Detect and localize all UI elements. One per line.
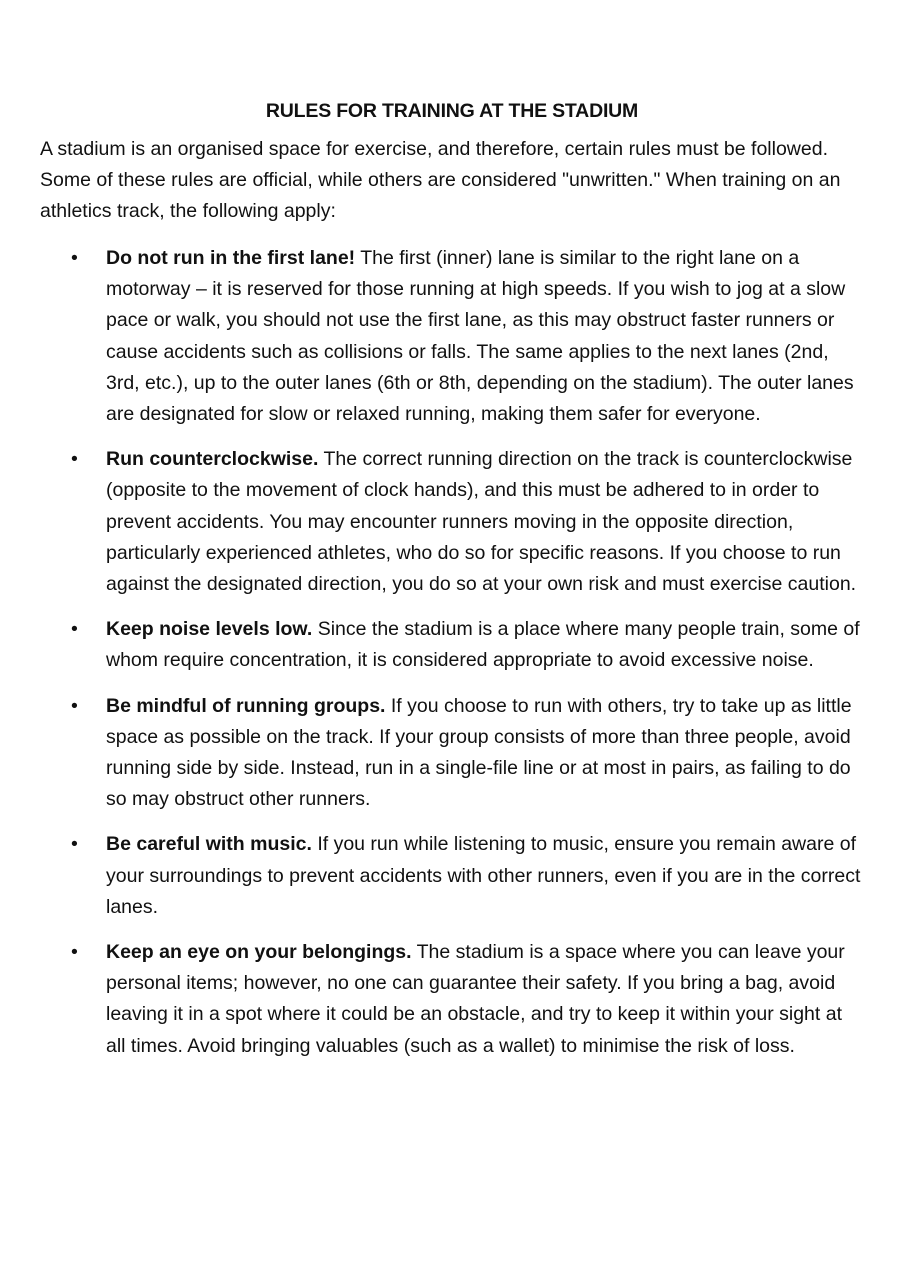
rule-item-counterclockwise [40,444,864,600]
bullet-icon: • [71,618,78,641]
rule-title: Be mindful of running groups. [106,694,386,717]
rule-title: Do not run in the first lane! [106,247,356,269]
rule-text: The correct running direction on the track is counterclockwise (opposite to the movement of clock hands), and this must be adhered to in order to prevent accidents. You may encounter runners moving in the opposite direction, particularly experienced athletes, who do so for specific reasons. If you choose to run against the designated direction, you do so at your own risk and must exercise caution. [106,448,857,596]
bullet-icon: • [71,448,78,471]
intro-paragraph: A stadium is an organised space for exercise, and therefore, certain rules must be followed. Some of these rules are official, while others are considered "unwritten." When training on an athletics track, the following apply: [40,138,841,222]
rule-item-music [40,829,864,923]
rule-item-no-first-lane [40,243,864,430]
rule-text: If you run while listening to music, ensure you remain aware of your surroundings to prevent accidents with other runners, even if you are in the correct lanes. [106,833,861,918]
bullet-icon: • [71,694,78,717]
bullet-icon: • [71,833,78,856]
rule-text: The stadium is a space where you can leave your personal items; however, no one can guarantee their safety. If you bring a bag, avoid leaving it in a spot where it could be an obstacle, and try to keep it within your sight at all times. Avoid bringing valuables (such as a wallet) to minimise the risk of loss. [106,941,845,1057]
rule-text: The first (inner) lane is similar to the right lane on a motorway – it is reserved for those running at high speeds. If you wish to jog at a slow pace or walk, you should not use the first lane, as this may obstruct faster runners or cause accidents such as collisions or falls. The same applies to the next lanes (2nd, 3rd, etc.), up to the outer lanes (6th or 8th, depending on the stadium). The outer lanes are designated for slow or relaxed running, making them safer for everyone. [106,247,854,426]
rule-item-noise [40,614,864,676]
rule-text: Since the stadium is a place where many people train, some of whom require concentration, it is considered appropriate to avoid excessive noise. [106,618,860,672]
rule-item-running-groups [40,691,864,816]
rules-list [40,243,864,1062]
rule-title: Keep noise levels low. [106,618,313,641]
rule-item-belongings [40,937,864,1062]
rule-title: Run counterclockwise. [106,448,319,471]
rule-title: Be careful with music. [106,833,312,856]
bullet-icon: • [71,247,78,269]
rule-title: Keep an eye on your belongings. [106,941,412,964]
document-title: RULES FOR TRAINING AT THE STADIUM [265,100,639,122]
document-page [40,96,864,1076]
bullet-icon: • [71,941,78,964]
rule-text: If you choose to run with others, try to take up as little space as possible on the track. If your group consists of more than three people, avoid running side by side. Instead, run in a single-file line or at most in pairs, as failing to do so may obstruct other runners. [106,694,852,811]
